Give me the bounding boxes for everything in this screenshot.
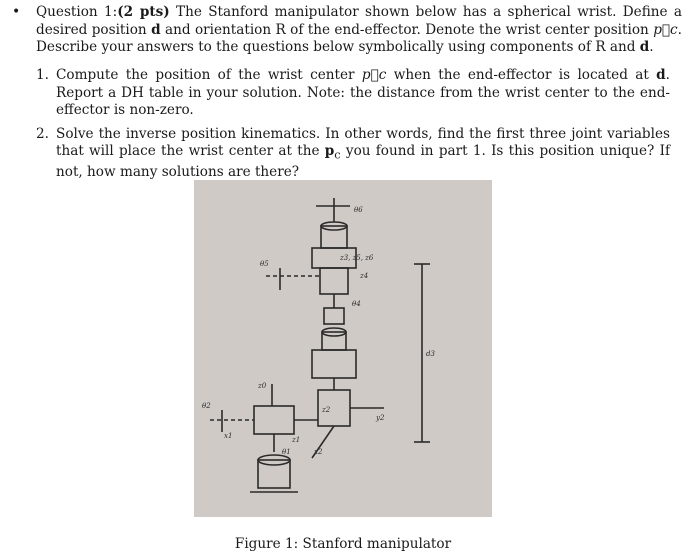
part-1-pc: p⃗c	[361, 67, 387, 83]
z4-label: z4	[360, 272, 369, 280]
z345-label: z3, z5, z6	[340, 254, 374, 262]
question-label: Question 1:	[36, 4, 118, 20]
part-2-pc-sub: c	[334, 147, 341, 162]
question-parts	[24, 67, 670, 188]
theta6-label: θ6	[354, 206, 363, 214]
x1-label: x1	[224, 432, 233, 440]
theta5-label: θ5	[260, 260, 269, 268]
z2-label: z2	[322, 406, 331, 414]
z1-label: z1	[292, 436, 301, 444]
theta1-label: θ1	[282, 448, 291, 456]
part-1: 1. Compute the position of the wrist center p⃗c when the end-effector is located at d. Report a DH table in your solution. Note: the distance from the wrist center to the end-effector is non-zero.	[36, 67, 670, 118]
wrist-block	[320, 268, 348, 294]
x2-label: x2	[314, 448, 323, 456]
manipulator-diagram	[194, 180, 492, 517]
bullet: •	[12, 4, 21, 20]
d-symbol: d	[151, 21, 161, 38]
question-points: (2 pts)	[117, 4, 170, 20]
pc-symbol: p⃗c	[653, 21, 678, 38]
part-2-pc: p	[324, 143, 335, 159]
part-1-d: d	[656, 67, 666, 83]
d3-label: d3	[426, 350, 435, 358]
joint4-block	[324, 308, 344, 324]
part-2: 2. Solve the inverse position kinematics. In other words, find the first three joint variables that will place the wrist center at the $p_c$ you found in part 1. Is this position unique? If not, how many solutions are there?	[36, 125, 670, 181]
part-1-number: 1.	[36, 67, 49, 83]
theta4-label: θ4	[352, 300, 361, 308]
d-symbol-end: d	[639, 39, 650, 55]
figure-caption: Figure 1: Stanford manipulator	[234, 536, 452, 552]
base-joint-block	[254, 406, 294, 434]
question-block	[12, 4, 682, 57]
stanford-manipulator-photo	[194, 180, 492, 517]
question-text: Question 1:(2 pts) The Stanford manipulator shown below has a spherical wrist. Define a desired position d and orientation R of the end-effector. Denote the wrist center position p⃗c. Describe your answers to the questions below symbolically using components of R and d.	[36, 4, 682, 55]
theta2-label: θ2	[202, 402, 211, 410]
part-2-number: 2.	[36, 125, 49, 142]
y2-label: y2	[376, 414, 385, 422]
prismatic-link	[312, 350, 356, 378]
z0-label: z0	[258, 382, 267, 390]
